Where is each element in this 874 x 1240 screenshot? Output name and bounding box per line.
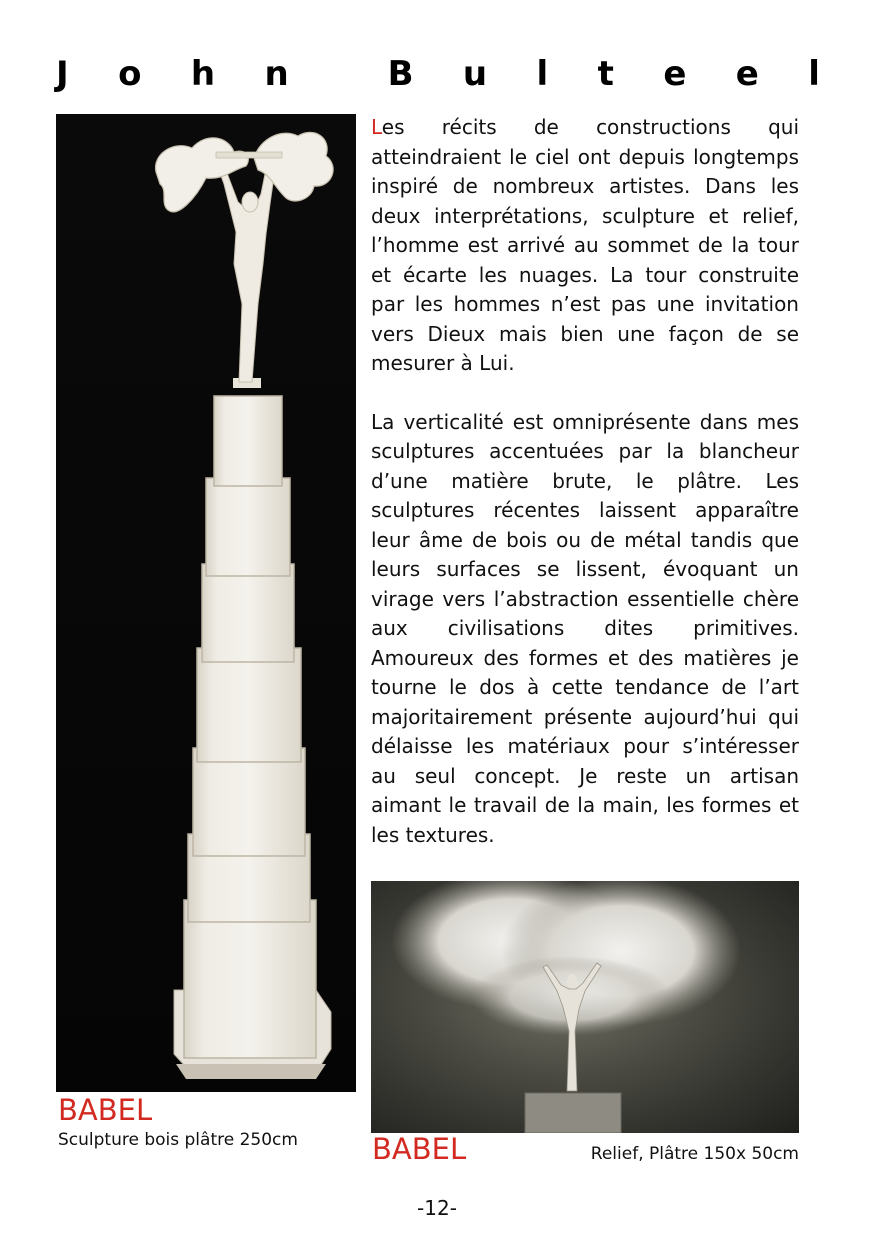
sculpture-illustration bbox=[56, 114, 356, 1092]
article-text bbox=[371, 113, 799, 850]
page-number: -12- bbox=[417, 1196, 457, 1220]
author-letter: t bbox=[597, 54, 614, 94]
relief-photo bbox=[371, 881, 799, 1133]
paragraph-2: La verticalité est omniprésente dans mes sculptures accentuées par la blancheur d’une matière brute, le plâtre. Les sculptures récentes laissent apparaître leur âme de bois ou de métal tandis que leurs surfaces se lissent, évoquant un virage vers l’abstraction essentielle chère aux civilisations dites primitives. Amoureux des formes et des matières je tourne le dos à cette tendance de l’art majoritairement présente aujourd’hui qui délaisse les matériaux pour s’intéresser au seul concept. Je reste un artisan aimant le travail de la main, les formes et les textures. bbox=[371, 409, 799, 847]
sculpture-photo bbox=[56, 114, 356, 1092]
sculpture-caption: Sculpture bois plâtre 250cm bbox=[58, 1130, 298, 1150]
author-letter: e bbox=[663, 54, 687, 94]
author-name bbox=[56, 52, 820, 96]
relief-title: BABEL bbox=[372, 1132, 467, 1166]
author-letter: h bbox=[190, 54, 216, 94]
sculpture-title: BABEL bbox=[58, 1093, 153, 1127]
paragraph-1 bbox=[371, 113, 799, 379]
relief-illustration bbox=[371, 881, 799, 1133]
author-letter: e bbox=[735, 54, 759, 94]
author-letter: n bbox=[264, 54, 289, 94]
drop-cap: L bbox=[371, 115, 382, 139]
author-letter: o bbox=[118, 54, 142, 94]
author-letter: u bbox=[462, 54, 488, 94]
author-letter: B bbox=[387, 54, 414, 94]
author-letter: l bbox=[536, 54, 549, 94]
relief-caption: Relief, Plâtre 150x 50cm bbox=[590, 1144, 799, 1164]
paragraph-1-body: es récits de constructions qui atteindraient le ciel ont depuis longtemps inspiré de nombreux artistes. Dans les deux interprétations, sculpture et relief, l’homme est arrivé au sommet de la tour et écarte les nuages. La tour construite par les hommes n’est pas une invitation vers Dieux mais bien une façon de se mesurer à Lui. bbox=[371, 115, 799, 375]
author-letter: l bbox=[808, 54, 820, 94]
author-letter: J bbox=[56, 54, 69, 94]
